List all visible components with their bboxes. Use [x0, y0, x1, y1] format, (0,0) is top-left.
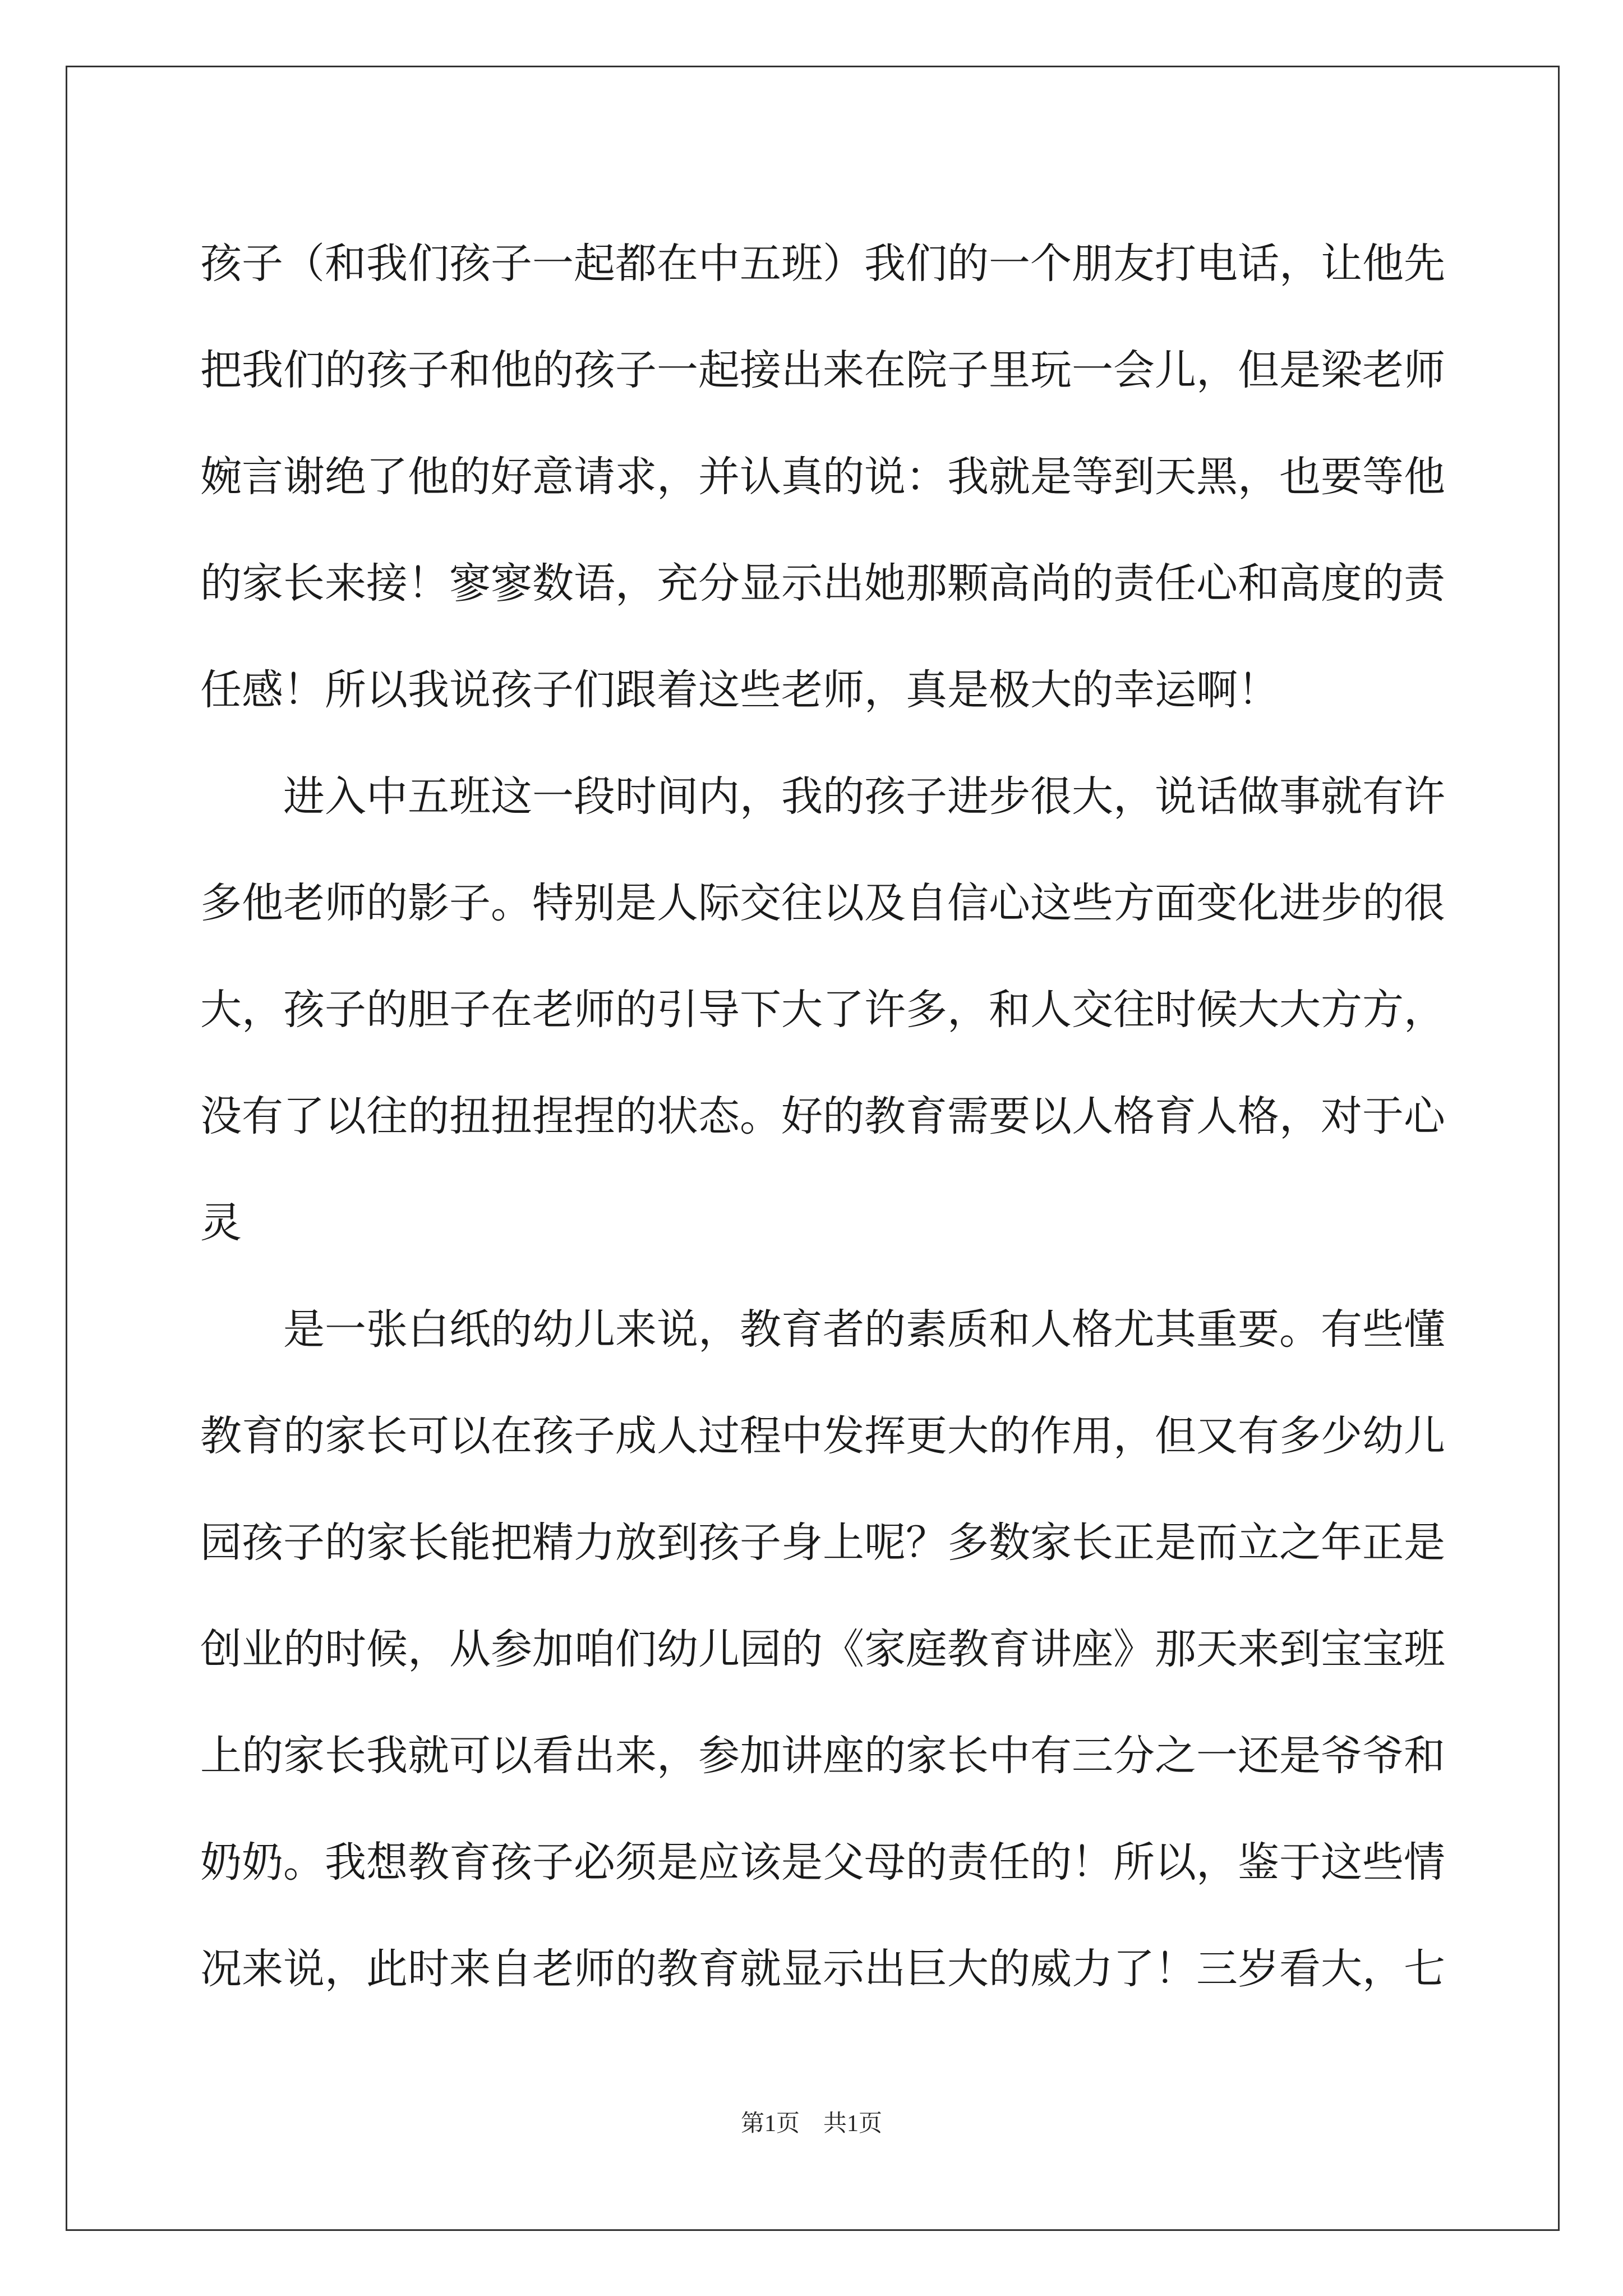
- text-line: 把我们的孩子和他的孩子一起接出来在院子里玩一会儿，但是梁老师: [200, 346, 1445, 394]
- text-line: 奶奶。我想教育孩子必须是应该是父母的责任的！所以，鉴于这些情: [200, 1838, 1445, 1887]
- text-line: 园孩子的家长能把精力放到孩子身上呢？多数家长正是而立之年正是: [200, 1519, 1445, 1567]
- text-line: 况来说，此时来自老师的教育就显示出巨大的威力了！三岁看大，七: [200, 1945, 1445, 1993]
- text-line: 大，孩子的胆子在老师的引导下大了许多，和人交往时候大大方方，: [200, 986, 1445, 1034]
- text-line: 婉言谢绝了他的好意请求，并认真的说：我就是等到天黑，也要等他: [200, 453, 1445, 501]
- document-body: [200, 210, 1445, 2022]
- text-line: 孩子（和我们孩子一起都在中五班）我们的一个朋友打电话，让他先: [200, 240, 1445, 288]
- text-line: 的家长来接！寥寥数语，充分显示出她那颗高尚的责任心和高度的责: [200, 559, 1445, 608]
- text-line: 教育的家长可以在孩子成人过程中发挥更大的作用，但又有多少幼儿: [200, 1412, 1445, 1460]
- text-line: 进入中五班这一段时间内，我的孩子进步很大，说话做事就有许: [283, 772, 1445, 821]
- text-line: 多他老师的影子。特别是人际交往以及自信心这些方面变化进步的很: [200, 879, 1445, 927]
- text-line: 创业的时候，从参加咱们幼儿园的《家庭教育讲座》那天来到宝宝班: [200, 1625, 1445, 1673]
- text-line: 灵: [200, 1199, 242, 1247]
- text-line: 没有了以往的扭扭捏捏的状态。好的教育需要以人格育人格，对于心: [200, 1092, 1445, 1140]
- page-number-footer: 第1页 共1页: [740, 2111, 882, 2137]
- text-line: 是一张白纸的幼儿来说，教育者的素质和人格尤其重要。有些懂: [283, 1305, 1445, 1354]
- text-line: 任感！所以我说孩子们跟着这些老师，真是极大的幸运啊！: [200, 666, 1279, 714]
- text-line: 上的家长我就可以看出来，参加讲座的家长中有三分之一还是爷爷和: [200, 1732, 1445, 1780]
